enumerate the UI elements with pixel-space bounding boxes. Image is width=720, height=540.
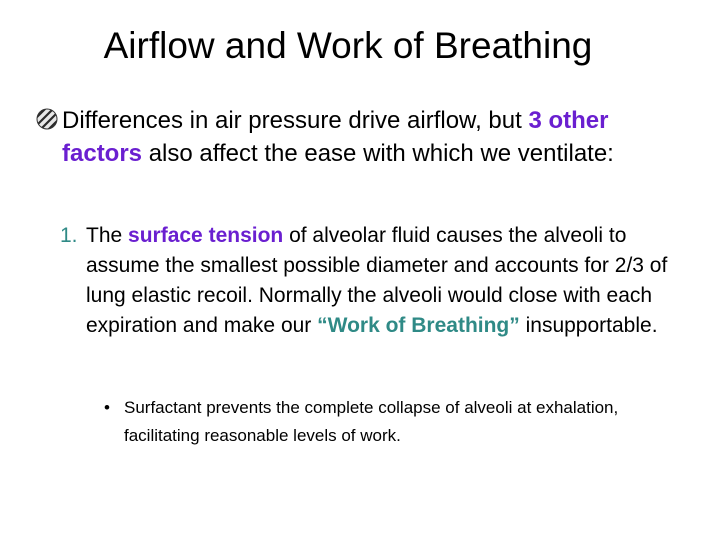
number-marker: 1. xyxy=(60,224,78,247)
striped-sphere-bullet-icon xyxy=(36,108,58,130)
numbered-text-part3: insupportable. xyxy=(519,314,658,337)
numbered-text-part2: of alveolar fluid causes the alveoli to assume the smallest possible diameter and accounts for 2/3 of lung elastic recoil. Normally the alveoli would close with each expiration and make our xyxy=(86,224,668,337)
surface-tension-highlight: surface tension xyxy=(128,224,284,247)
bullet-dot-icon: • xyxy=(104,398,110,417)
work-of-breathing-highlight: “Work of Breathing” xyxy=(317,314,520,337)
slide-title: Airflow and Work of Breathing xyxy=(103,25,593,66)
numbered-item-text xyxy=(86,221,680,341)
sub-bullet-text: Surfactant prevents the complete collapse of alveoli at exhalation, facilitating reasonable levels of work. xyxy=(124,398,619,445)
numbered-text-part1: The xyxy=(86,224,129,247)
main-bullet-text-part1: Differences in air pressure drive airflow, but xyxy=(62,107,529,134)
main-bullet-text xyxy=(62,104,672,170)
main-bullet-text-part2: also affect the ease with which we ventilate: xyxy=(142,140,614,167)
three-factors-highlight: 3 other factors xyxy=(62,107,609,167)
